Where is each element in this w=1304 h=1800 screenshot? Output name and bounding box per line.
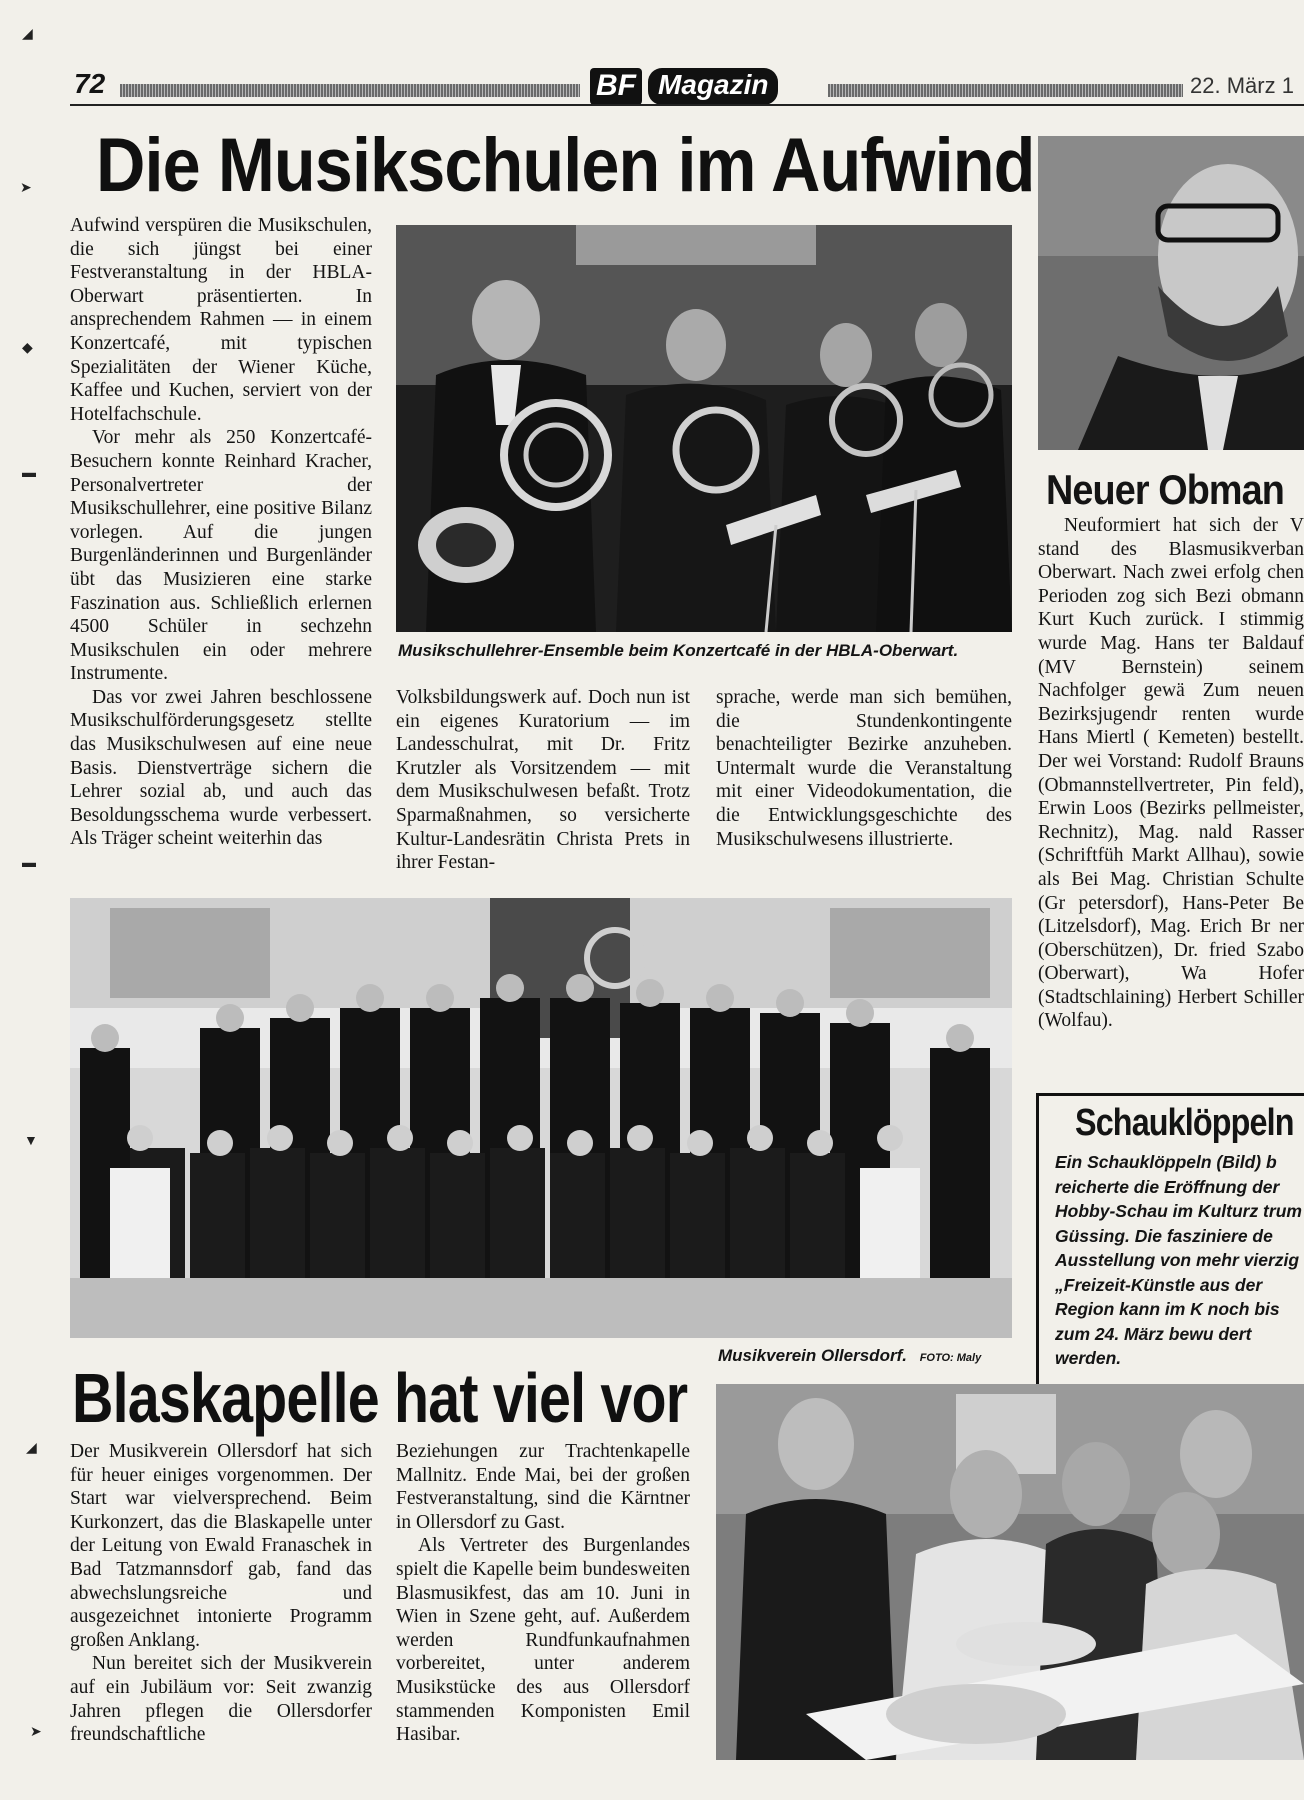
photo-musikverein-caption <box>718 1346 981 1366</box>
margin-mark: ▼ <box>24 1134 38 1149</box>
issue-date: 22. März 1 <box>1190 73 1294 98</box>
header-rule-right <box>828 84 1183 97</box>
header-underline <box>70 104 1304 106</box>
photo-musikverein-caption-text: Musikverein Ollersdorf. <box>718 1346 907 1365</box>
photo-schaukloeppeln <box>716 1384 1304 1760</box>
sidebar-obmann-paragraph: Neuformiert hat sich der V stand des Blasmusikverban Oberwart. Nach zwei erfolg chen Perioden zog sich Bezi obmann Kurt Kuch zurück. I stimmig wurde Mag. Hans ter Baldauf (MV Bernstein) seinem Nachfolger gewä Zum neuen Bezirksjugendr renten wurde Hans Miertl ( Kemeten) bestellt. Der wei Vorstand: Rudolf Brauns (Obmannstellvertreter, Pin feld), Erwin Loos (Bezirks pellmeister, Rechnitz), Mag. nald Rasser (Schriftfüh Markt Allhau), sowie als Bei Mag. Christian Schulte (Gr petersdorf), Hans-Peter Be (Litzelsdorf), Mag. Erich Br ner (Oberschützen), Dr. fried Szabo (Oberwart), Wa Hofer (Stadtschlaining) Herbert Schiller (Wolfau). <box>1038 515 1304 1032</box>
ensemble-photo-illustration <box>396 225 1012 632</box>
article1-column-3 <box>716 686 1012 851</box>
article2-column-2 <box>396 1440 690 1747</box>
photo-musikverein-ollersdorf <box>70 898 1012 1338</box>
photo-ensemble-caption: Musikschullehrer-Ensemble beim Konzertcafé in der HBLA-Oberwart. <box>398 641 959 660</box>
sidebar-schaukloeppeln-box <box>1036 1093 1304 1389</box>
margin-mark: ◢ <box>22 27 33 42</box>
photo-credit: FOTO: Maly <box>919 1352 982 1364</box>
sidebar-obmann-title: Neuer Obman <box>1046 466 1284 513</box>
sidebar-obmann-text <box>1038 514 1304 1084</box>
photo-portrait-obmann <box>1038 136 1304 450</box>
schaukl-photo-illustration <box>716 1384 1304 1760</box>
logo-magazin: Magazin <box>648 68 778 105</box>
article1-paragraph: sprache, werde man sich bemühen, die Stundenkontingente benachteiligter Bezirke anzuheben. Untermalt wurde die Veranstaltung mit einer Videodokumentation, die die Entwicklungsgeschichte des Musikschulwesens illustrierte. <box>716 687 1012 850</box>
portrait-illustration <box>1038 136 1304 450</box>
article1-column-2 <box>396 686 690 875</box>
article1-paragraph: Vor mehr als 250 Konzertcafé-Besuchern konnte Reinhard Kracher, Personalvertreter der Musikschullehrer, eine positive Bilanz vorlegen. Auf die jungen Burgenländerinnen und Burgenländer übt das Musizieren eine starke Faszination aus. Schließlich erlernen 4500 Schüler in sechzehn Musikschulen ein oder mehrere Instrumente. <box>70 427 372 685</box>
margin-mark: ◆ <box>22 341 33 356</box>
group-photo-illustration <box>70 898 1012 1338</box>
article2-paragraph: Nun bereitet sich der Musikverein auf ein Jubiläum vor: Seit zwanzig Jahren pflegen die Ollersdorfer freundschaftliche <box>70 1653 372 1746</box>
page-number: 72 <box>74 68 106 99</box>
article2-paragraph: Beziehungen zur Trachtenkapelle Mallnitz. Ende Mai, bei der großen Festveranstaltung, sind die Kärntner in Ollersdorf zu Gast. <box>396 1441 690 1533</box>
article2-column-1 <box>70 1440 372 1747</box>
article1-paragraph: Aufwind verspüren die Musikschulen, die sich jüngst bei einer Festveranstaltung in der HBLA-Oberwart präsentierten. In ansprechendem Rahmen — in einem Konzertcafé, mit typischen Spezialitäten der Wiener Küche, Kaffee und Kuchen, serviert von der Hotelfachschule. <box>70 215 372 425</box>
article1-paragraph: Das vor zwei Jahren beschlossene Musikschulförderungsgesetz stellte das Musikschulwesen auf eine neue Basis. Dienstverträge sichern die Lehrer sozial ab, und auch das Besoldungsschema wurde verbessert. Als Träger scheint weiterhin das <box>70 686 372 850</box>
photo-ensemble <box>396 225 1012 632</box>
margin-mark: ◢ <box>26 1441 37 1456</box>
header-rule-left <box>120 84 580 97</box>
margin-mark: ▬ <box>22 856 36 871</box>
logo-bf: BF <box>590 68 642 105</box>
article1-paragraph: Volksbildungswerk auf. Doch nun ist ein eigenes Kuratorium — im Landesschulrat, mit Dr. Fritz Krutzler als Vorsitzendem — mit dem Musikschulwesen befaßt. Trotz Sparmaßnahmen, so versicherte Kultur-Landesrätin Christa Prets in ihrer Festan- <box>396 687 690 874</box>
sidebar-schaukl-title: Schauklöppeln <box>1075 1102 1294 1144</box>
headline-blaskapelle: Blaskapelle hat viel vor <box>72 1359 688 1437</box>
margin-mark: ▬ <box>22 466 36 481</box>
article2-paragraph: Der Musikverein Ollersdorf hat sich für heuer einiges vorgenommen. Der Start war vielversprechend. Beim Kurkonzert, das die Blaskapelle unter der Leitung von Ewald Franaschek in Bad Tatzmannsdorf gab, fand das abwechslungsreiche und ausgezeichnet intonierte Programm großen Anklang. <box>70 1441 372 1651</box>
article1-column-1 <box>70 214 372 851</box>
article2-paragraph: Als Vertreter des Burgenlandes spielt die Kapelle beim bundesweiten Blasmusikfest, das am 10. Juni in Wien in Szene geht, auf. Außerdem werden Rundfunkaufnahmen vorbereitet, unter anderem Musikstücke des aus Ollersdorf stammenden Komponisten Emil Hasibar. <box>396 1535 690 1746</box>
headline-musikschulen: Die Musikschulen im Aufwind <box>96 123 1035 208</box>
margin-mark: ➤ <box>30 1725 42 1740</box>
sidebar-schaukl-text: Ein Schauklöppeln (Bild) b reicherte die Eröffnung der Hobby-Schau im Kulturz trum Güssing. Die fasziniere de Ausstellung von mehr vierzig „Freizeit-Künstle aus der Region kann im K noch bis zum 24. März bewu dert werden. <box>1055 1152 1302 1368</box>
margin-mark: ➤ <box>20 181 32 196</box>
